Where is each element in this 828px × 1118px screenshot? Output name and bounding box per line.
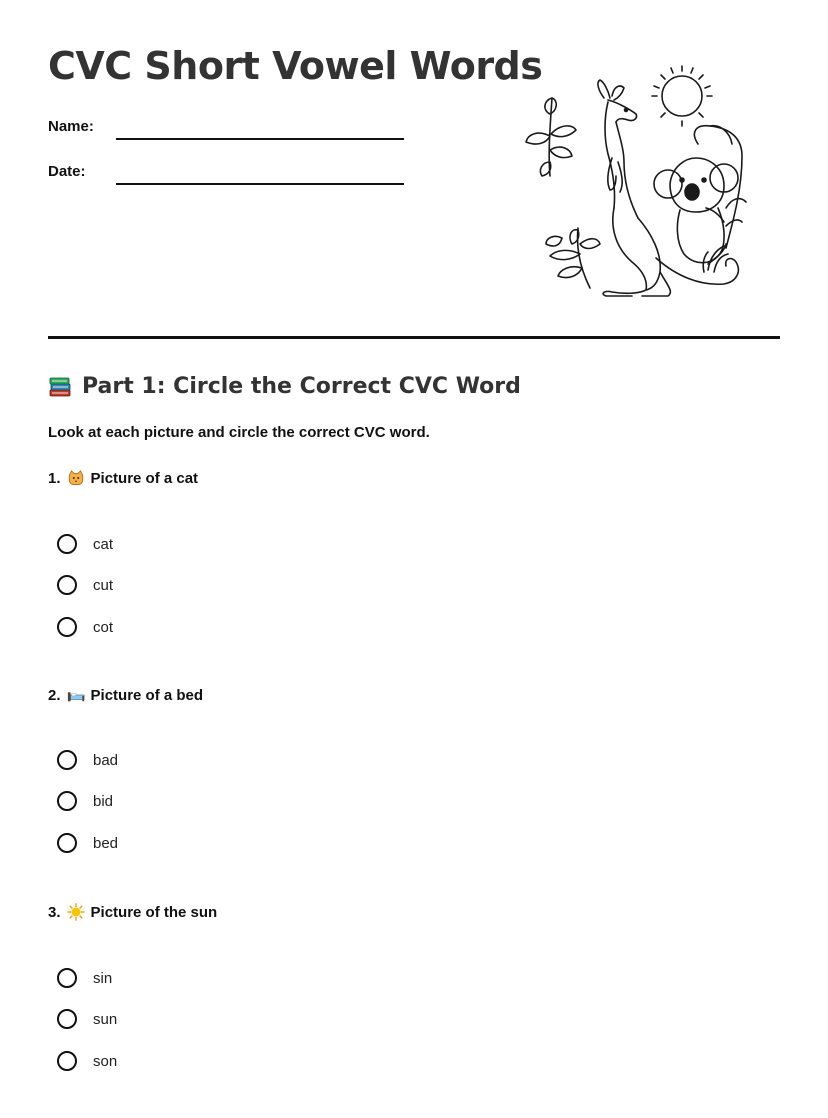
- answer-option[interactable]: [57, 1048, 117, 1074]
- answer-word: sun: [93, 1010, 118, 1028]
- part1-title: Part 1: Circle the Correct CVC Word: [82, 374, 521, 399]
- section-divider: [48, 336, 780, 339]
- name-field[interactable]: [116, 138, 404, 140]
- answer-option[interactable]: [57, 1006, 117, 1032]
- question-3-label: [48, 903, 217, 921]
- answer-option[interactable]: [57, 531, 113, 557]
- question-2-label: [48, 686, 203, 704]
- books-icon: [48, 375, 72, 399]
- worksheet-title: CVC Short Vowel Words: [48, 44, 543, 88]
- answer-word: cot: [93, 618, 114, 636]
- question-prompt: Picture of a bed: [90, 686, 204, 704]
- answer-option[interactable]: [57, 747, 118, 773]
- sun-icon: [67, 903, 85, 921]
- answer-word: bid: [93, 792, 114, 810]
- answer-word: bad: [93, 751, 119, 769]
- answer-circle[interactable]: [57, 1009, 77, 1029]
- answer-circle[interactable]: [57, 791, 77, 811]
- answer-word: bed: [93, 834, 119, 852]
- answer-circle[interactable]: [57, 968, 77, 988]
- answer-circle[interactable]: [57, 1051, 77, 1071]
- question-prompt: Picture of the sun: [90, 903, 218, 921]
- question-1-label: [48, 469, 198, 487]
- answer-word: sin: [93, 969, 113, 987]
- question-number: 3.: [48, 903, 61, 921]
- answer-word: son: [93, 1052, 118, 1070]
- part1-heading: [48, 374, 521, 399]
- answer-option[interactable]: [57, 965, 112, 991]
- answer-circle[interactable]: [57, 534, 77, 554]
- answer-option[interactable]: [57, 788, 113, 814]
- answer-word: cat: [93, 535, 114, 553]
- date-label: Date:: [48, 163, 86, 180]
- plant-bottom-left: [546, 228, 600, 288]
- kangaroo-koala-illustration: [520, 58, 760, 306]
- answer-circle[interactable]: [57, 617, 77, 637]
- answer-circle[interactable]: [57, 750, 77, 770]
- answer-circle[interactable]: [57, 575, 77, 595]
- bed-icon: [67, 686, 85, 704]
- question-prompt: Picture of a cat: [90, 469, 199, 487]
- cat-face-icon: [67, 469, 85, 487]
- part1-instructions: Look at each picture and circle the correct CVC word.: [48, 424, 430, 441]
- answer-option[interactable]: [57, 830, 118, 856]
- answer-option[interactable]: [57, 614, 113, 640]
- question-number: 2.: [48, 686, 61, 704]
- koala-drawing: [654, 126, 746, 264]
- date-field[interactable]: [116, 183, 404, 185]
- question-number: 1.: [48, 469, 61, 487]
- answer-circle[interactable]: [57, 833, 77, 853]
- name-label: Name:: [48, 118, 94, 135]
- sun-drawing: [652, 66, 712, 126]
- eucalyptus-branch-top: [526, 98, 576, 176]
- answer-word: cut: [93, 576, 114, 594]
- answer-option[interactable]: [57, 572, 113, 598]
